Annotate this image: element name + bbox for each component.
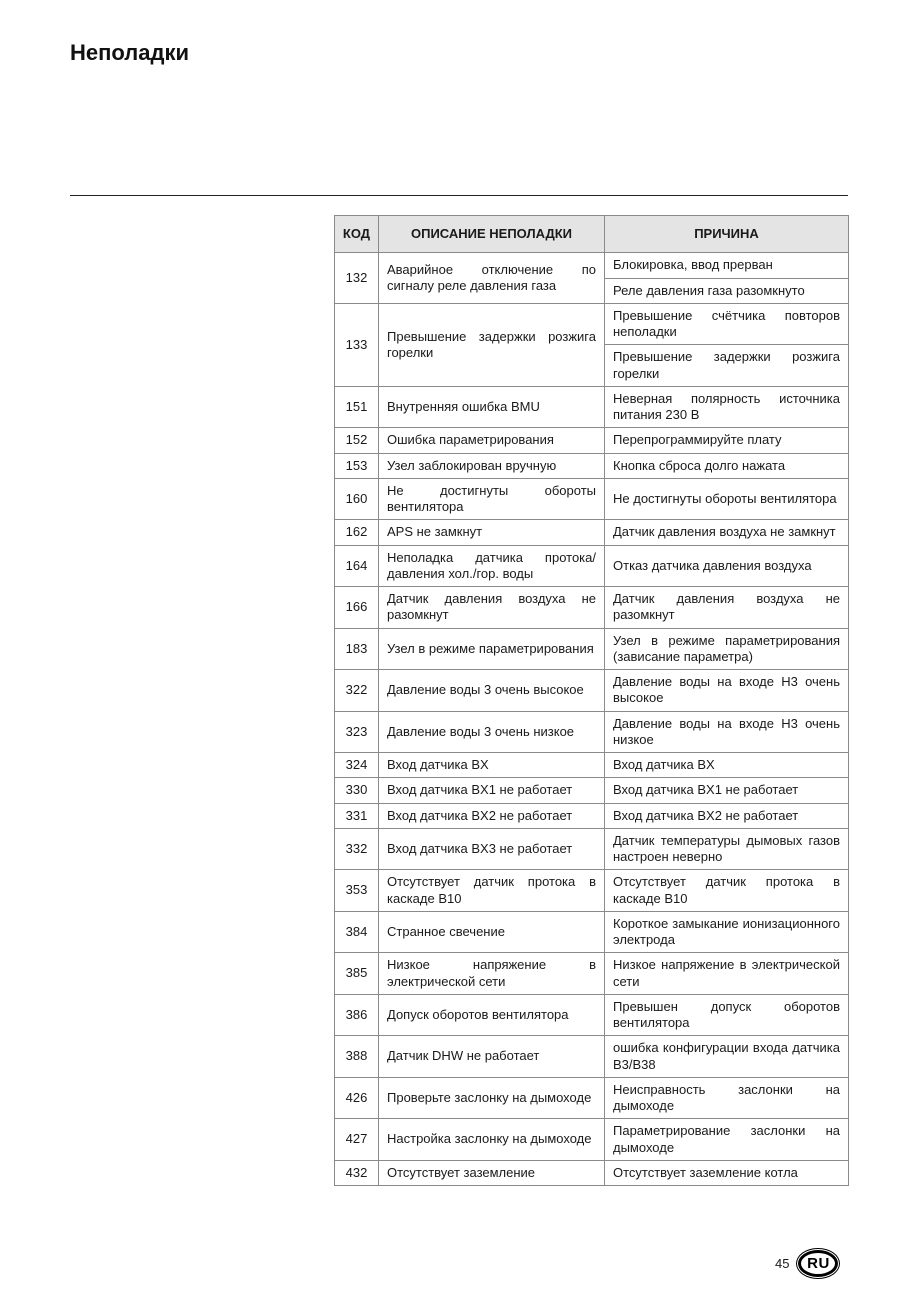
fault-row [335, 428, 849, 453]
fault-code-cell: 330 [335, 778, 379, 803]
fault-cause-cell [605, 1077, 849, 1119]
fault-code-cell: 332 [335, 828, 379, 870]
fault-cause-item: Отсутствует датчик протока в каскаде B10 [613, 874, 840, 906]
fault-cause-cell [605, 628, 849, 670]
fault-cause-item: Давление воды на входе H3 очень низкое [613, 715, 840, 747]
header-code: КОД [335, 216, 379, 253]
fault-cause-cell [605, 303, 849, 386]
fault-row [335, 545, 849, 587]
fault-table-body [335, 253, 849, 1186]
fault-code-cell: 152 [335, 428, 379, 453]
fault-row [335, 520, 849, 545]
fault-cause-item: ошибка конфигурации входа датчика B3/B38 [613, 1040, 840, 1072]
fault-code-cell: 133 [335, 303, 379, 386]
fault-cause-cell [605, 711, 849, 753]
fault-code-cell: 426 [335, 1077, 379, 1119]
fault-cause-item: Датчик температуры дымовых газов настроен неверно [613, 832, 840, 864]
fault-cause-cell [605, 587, 849, 629]
fault-description-cell: Узел в режиме параметрирования [379, 628, 605, 670]
fault-row [335, 628, 849, 670]
header-description: ОПИСАНИЕ НЕПОЛАДКИ [379, 216, 605, 253]
fault-description-cell: Датчик DHW не работает [379, 1036, 605, 1078]
fault-description-cell: Датчик давления воздуха не разомкнут [379, 587, 605, 629]
fault-cause-cell [605, 803, 849, 828]
fault-row [335, 911, 849, 953]
fault-table [334, 215, 849, 1186]
fault-cause-cell [605, 870, 849, 912]
fault-code-cell: 322 [335, 670, 379, 712]
fault-description-cell: Настройка заслонку на дымоходе [379, 1119, 605, 1161]
fault-cause-cell [605, 478, 849, 520]
fault-cause-cell [605, 1036, 849, 1078]
fault-row [335, 1036, 849, 1078]
fault-description-cell: Ошибка параметрирования [379, 428, 605, 453]
fault-row [335, 994, 849, 1036]
fault-description-cell: Вход датчика BX3 не работает [379, 828, 605, 870]
fault-description-cell: Внутренняя ошибка BMU [379, 386, 605, 428]
fault-cause-cell [605, 778, 849, 803]
fault-cause-cell [605, 994, 849, 1036]
fault-description-cell: Отсутствует датчик протока в каскаде B10 [379, 870, 605, 912]
fault-description-cell: Давление воды 3 очень высокое [379, 670, 605, 712]
fault-code-cell: 324 [335, 753, 379, 778]
fault-cause-cell [605, 670, 849, 712]
fault-description-cell: Отсутствует заземление [379, 1160, 605, 1185]
fault-code-cell: 427 [335, 1119, 379, 1161]
header-cause: ПРИЧИНА [605, 216, 849, 253]
fault-code-cell: 385 [335, 953, 379, 995]
fault-row [335, 386, 849, 428]
fault-row [335, 753, 849, 778]
fault-cause-cell [605, 1119, 849, 1161]
fault-cause-cell [605, 386, 849, 428]
fault-description-cell: Аварийное отключение по сигналу реле давления газа [379, 253, 605, 304]
fault-cause-item: Вход датчика BX1 не работает [613, 782, 799, 798]
fault-cause-cell [605, 545, 849, 587]
fault-cause-cell [605, 753, 849, 778]
fault-cause-item: Превышение задержки розжига горелки [605, 344, 848, 386]
fault-code-cell: 432 [335, 1160, 379, 1185]
fault-cause-cell [605, 1160, 849, 1185]
fault-row [335, 453, 849, 478]
fault-row [335, 828, 849, 870]
fault-cause-item: Блокировка, ввод прерван [613, 257, 773, 273]
fault-cause-item: Не достигнуты обороты вентилятора [613, 490, 837, 506]
fault-cause-item: Превышен допуск оборотов вентилятора [613, 998, 840, 1030]
fault-cause-item: Отсутствует заземление котла [613, 1164, 798, 1180]
fault-cause-item: Узел в режиме параметрирования (зависание параметра) [613, 632, 840, 664]
fault-code-cell: 162 [335, 520, 379, 545]
fault-cause-item: Вход датчика BX2 не работает [613, 807, 799, 823]
fault-row [335, 1119, 849, 1161]
fault-code-cell: 323 [335, 711, 379, 753]
fault-row [335, 587, 849, 629]
fault-row [335, 1077, 849, 1119]
fault-code-cell: 353 [335, 870, 379, 912]
fault-code-cell: 183 [335, 628, 379, 670]
fault-cause-item: Параметрирование заслонки на дымоходе [613, 1123, 840, 1155]
fault-cause-item: Вход датчика BX [613, 757, 715, 772]
fault-code-cell: 151 [335, 386, 379, 428]
fault-cause-cell [605, 953, 849, 995]
fault-cause-item: Давление воды на входе H3 очень высокое [613, 674, 840, 706]
page-title: Неполадки [70, 40, 190, 65]
page-footer [775, 1250, 838, 1277]
fault-description-cell: Странное свечение [379, 911, 605, 953]
fault-row [335, 478, 849, 520]
fault-cause-cell [605, 428, 849, 453]
fault-cause-cell [605, 520, 849, 545]
ru-locale-badge: RU [798, 1250, 838, 1277]
fault-code-cell: 160 [335, 478, 379, 520]
fault-description-cell: Неполадка датчика протока/давления хол./гор. воды [379, 545, 605, 587]
fault-row [335, 670, 849, 712]
fault-code-cell: 384 [335, 911, 379, 953]
fault-code-cell: 388 [335, 1036, 379, 1078]
page-number: 45 [775, 1256, 790, 1271]
fault-description-cell: Узел заблокирован вручную [379, 453, 605, 478]
fault-row [335, 303, 849, 386]
fault-description-cell: Вход датчика BX2 не работает [379, 803, 605, 828]
fault-cause-item: Неисправность заслонки на дымоходе [613, 1081, 840, 1113]
fault-row [335, 1160, 849, 1185]
fault-description-cell: Низкое напряжение в электрической сети [379, 953, 605, 995]
fault-row [335, 778, 849, 803]
fault-cause-cell [605, 453, 849, 478]
fault-table-header-row [335, 216, 849, 253]
fault-cause-item: Датчик давления воздуха не разомкнут [613, 591, 840, 623]
fault-description-cell: Не достигнуты обороты вентилятора [379, 478, 605, 520]
fault-description-cell: Проверьте заслонку на дымоходе [379, 1077, 605, 1119]
horizontal-divider [70, 195, 848, 196]
fault-row [335, 870, 849, 912]
fault-cause-cell [605, 911, 849, 953]
fault-code-cell: 153 [335, 453, 379, 478]
fault-cause-item: Датчик давления воздуха не замкнут [613, 524, 836, 540]
fault-description-cell: Вход датчика BX1 не работает [379, 778, 605, 803]
fault-cause-cell [605, 828, 849, 870]
fault-code-cell: 331 [335, 803, 379, 828]
fault-description-cell: Превышение задержки розжига горелки [379, 303, 605, 386]
fault-table-container [334, 215, 848, 1186]
fault-code-cell: 164 [335, 545, 379, 587]
fault-code-cell: 166 [335, 587, 379, 629]
fault-cause-item: Реле давления газа разомкнуто [605, 278, 848, 303]
fault-cause-cell [605, 253, 849, 304]
fault-row [335, 711, 849, 753]
fault-description-cell: Давление воды 3 очень низкое [379, 711, 605, 753]
fault-description-cell: Вход датчика BX [379, 753, 605, 778]
fault-cause-item: Кнопка сброса долго нажата [613, 457, 786, 473]
fault-cause-item: Превышение счётчика повторов неполадки [613, 307, 840, 339]
fault-row [335, 803, 849, 828]
fault-cause-item: Неверная полярность источника питания 230 В [613, 390, 840, 422]
fault-description-cell: Допуск оборотов вентилятора [379, 994, 605, 1036]
fault-description-cell: APS не замкнут [379, 520, 605, 545]
fault-row [335, 953, 849, 995]
fault-row [335, 253, 849, 304]
fault-code-cell: 386 [335, 994, 379, 1036]
fault-cause-item: Перепрограммируйте плату [613, 432, 782, 448]
fault-cause-item: Низкое напряжение в электрической сети [613, 957, 840, 989]
fault-cause-item: Отказ датчика давления воздуха [613, 557, 812, 573]
fault-cause-item: Короткое замыкание ионизационного электрода [613, 915, 840, 947]
fault-code-cell: 132 [335, 253, 379, 304]
